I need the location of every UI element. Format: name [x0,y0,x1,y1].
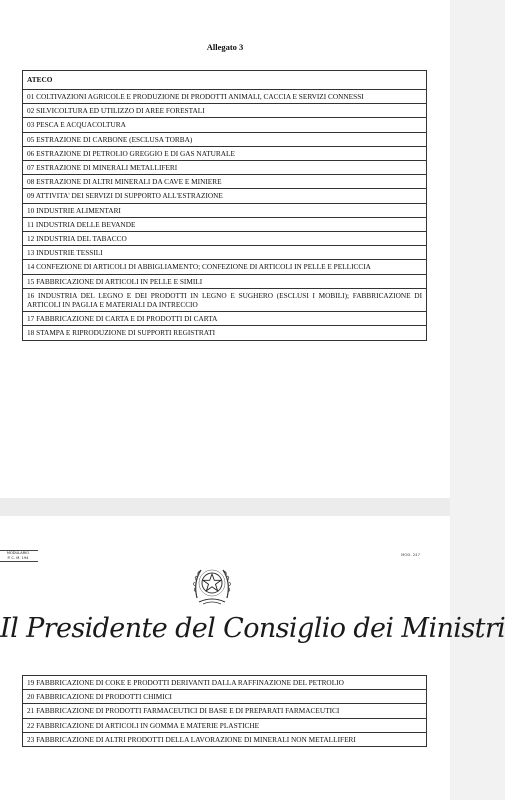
ateco-code-cell: 13 INDUSTRIE TESSILI [23,246,427,260]
table-row [23,676,427,690]
ateco-code-cell: 14 CONFEZIONE DI ARTICOLI DI ABBIGLIAMENTO; CONFEZIONE DI ARTICOLI IN PELLE E PELLICCIA [23,260,427,274]
ateco-code-cell: 07 ESTRAZIONE DI MINERALI METALLIFERI [23,161,427,175]
table-row [23,90,427,104]
modulario-stamp [0,550,38,562]
table-row [23,132,427,146]
table-row [23,203,427,217]
ateco-code-cell: 22 FABBRICAZIONE DI ARTICOLI IN GOMMA E MATERIE PLASTICHE [23,718,427,732]
table-row [23,288,427,311]
table-row [23,718,427,732]
table-row [23,189,427,203]
ateco-table-continued [22,675,427,747]
table-row [23,704,427,718]
ateco-code-cell: 16 INDUSTRIA DEL LEGNO E DEI PRODOTTI IN LEGNO E SUGHERO (ESCLUSI I MOBILI); FABBRICAZIONE DI ARTICOLI IN PAGLIA E MATERIALI DA INTRECCIO [23,288,427,311]
table-row [23,326,427,340]
ateco-code-cell: 02 SILVICOLTURA ED UTILIZZO DI AREE FORESTALI [23,104,427,118]
table-row [23,217,427,231]
table-row [23,104,427,118]
modulario-code: P. C. M. 194 [7,556,29,560]
table-row [23,260,427,274]
italian-republic-emblem-icon [191,560,233,608]
table-row [23,246,427,260]
ateco-code-cell: 09 ATTIVITA' DEI SERVIZI DI SUPPORTO ALL'ESTRAZIONE [23,189,427,203]
ateco-code-cell: 11 INDUSTRIA DELLE BEVANDE [23,217,427,231]
ateco-code-cell: 08 ESTRAZIONE DI ALTRI MINERALI DA CAVE E MINIERE [23,175,427,189]
table-row [23,690,427,704]
ateco-code-cell: 21 FABBRICAZIONE DI PRODOTTI FARMACEUTICI DI BASE E DI PREPARATI FARMACEUTICI [23,704,427,718]
table-row [23,161,427,175]
ateco-code-cell: 10 INDUSTRIE ALIMENTARI [23,203,427,217]
script-heading: Il Presidente del Consiglio dei Ministri [0,613,505,644]
ateco-table [22,70,427,341]
ateco-code-cell: 20 FABBRICAZIONE DI PRODOTTI CHIMICI [23,690,427,704]
ateco-code-cell: 23 FABBRICAZIONE DI ALTRI PRODOTTI DELLA LAVORAZIONE DI MINERALI NON METALLIFERI [23,732,427,746]
ateco-code-cell: 18 STAMPA E RIPRODUZIONE DI SUPPORTI REGISTRATI [23,326,427,340]
modulario-label: MODULARIO [6,551,30,555]
ateco-code-cell: 05 ESTRAZIONE DI CARBONE (ESCLUSA TORBA) [23,132,427,146]
ateco-code-cell: 03 PESCA E ACQUACOLTURA [23,118,427,132]
ateco-code-cell: 01 COLTIVAZIONI AGRICOLE E PRODUZIONE DI PRODOTTI ANIMALI, CACCIA E SERVIZI CONNESSI [23,90,427,104]
table-header-row [23,71,427,90]
table-row [23,175,427,189]
table-row [23,146,427,160]
table-row [23,732,427,746]
ateco-code-cell: 06 ESTRAZIONE DI PETROLIO GREGGIO E DI GAS NATURALE [23,146,427,160]
table-row [23,312,427,326]
table-row [23,274,427,288]
table-header-cell: ATECO [23,71,427,90]
mod-number: MOD. 247 [401,552,420,557]
allegato-heading: Allegato 3 [206,42,244,52]
table-row [23,118,427,132]
document-page-2 [0,516,505,800]
ateco-code-cell: 19 FABBRICAZIONE DI COKE E PRODOTTI DERIVANTI DALLA RAFFINAZIONE DEL PETROLIO [23,676,427,690]
ateco-code-cell: 15 FABBRICAZIONE DI ARTICOLI IN PELLE E SIMILI [23,274,427,288]
ateco-code-cell: 17 FABBRICAZIONE DI CARTA E DI PRODOTTI DI CARTA [23,312,427,326]
table-row [23,232,427,246]
ateco-code-cell: 12 INDUSTRIA DEL TABACCO [23,232,427,246]
page-separator [0,498,450,516]
